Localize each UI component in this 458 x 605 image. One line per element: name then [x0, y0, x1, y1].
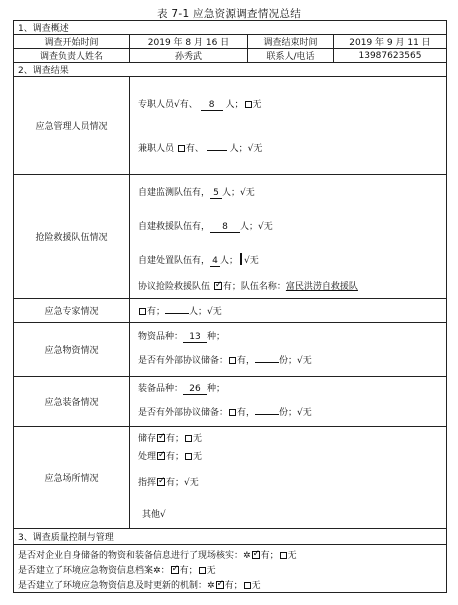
equipment-body [130, 377, 446, 426]
quality-q3-line [18, 578, 261, 591]
command-site-has: 有；√无 [166, 478, 199, 488]
checkbox-empty [139, 308, 146, 315]
quality-q3-has: 有； [224, 581, 243, 591]
treatment-site-text: 处理 [138, 452, 157, 462]
supplies-kinds-count: 13 [183, 332, 207, 343]
checkbox-checked [157, 452, 165, 460]
start-time-value: 2019 年 8 月 16 日 [130, 35, 248, 48]
other-site-text: 其他√ [142, 510, 166, 520]
experts-unit: 人；√无 [189, 307, 222, 317]
disposal-team-unit: 人； [220, 256, 239, 266]
experts-line [138, 304, 222, 317]
storage-site-none: 无 [193, 434, 203, 444]
storage-site-has: 有； [166, 434, 185, 444]
fulltime-none-text: 无 [252, 100, 262, 110]
equipment-kinds-line [138, 381, 225, 395]
experts-row [14, 299, 446, 323]
section3-heading-text: 3、调查质量控制与管理 [18, 533, 114, 543]
rescue-self-team-text: 自建救援队伍有， [138, 222, 211, 232]
supplies-kinds-line [138, 329, 225, 343]
agreement-team-has-text: 有；队伍名称： [222, 282, 286, 292]
section1-heading-text: 1、调查概述 [18, 24, 69, 34]
supplies-kinds-unit: 种； [207, 332, 226, 342]
parttime-staff-text: 兼职人员 [138, 144, 175, 154]
rescue-self-team-line [138, 219, 273, 233]
section3-body [14, 545, 446, 592]
checkbox-empty [280, 552, 287, 559]
gear-icon: ✲ [243, 551, 251, 561]
quality-q2-has: 有； [179, 566, 198, 576]
equipment-kinds-unit: 种； [207, 384, 226, 394]
experts-body [130, 299, 446, 322]
end-time-label: 调查结束时间 [248, 35, 334, 48]
survey-leader-row [14, 49, 446, 63]
agreement-team-name: 富民洪涝自救援队 [285, 282, 358, 292]
quality-q1-line [18, 548, 297, 561]
text-cursor-mark [240, 253, 242, 265]
monitor-team-text: 自建监测队伍有， [138, 188, 211, 198]
sites-label: 应急场所情况 [14, 427, 130, 528]
quality-q2-line: 是否建立了环境应急物资信息档案✲：✓ 有； 无 [18, 563, 216, 576]
checkbox-empty [178, 145, 185, 152]
contact-value: 13987623565 [358, 50, 422, 61]
disposal-team-text: 自建处置队伍有， [138, 256, 211, 266]
survey-time-row [14, 35, 446, 49]
checkbox-empty [229, 409, 236, 416]
quality-q3-text: 是否建立了环境应急物资信息及时更新的机制： [18, 581, 208, 591]
survey-summary-table [13, 20, 447, 593]
storage-site-line [138, 431, 202, 444]
disposal-none-text: √无 [244, 256, 259, 266]
experts-has-text: 有； [147, 307, 166, 317]
supplies-row [14, 323, 446, 377]
agreement-team-line [138, 279, 358, 292]
supplies-body [130, 323, 446, 376]
checkbox-empty [199, 567, 206, 574]
fulltime-staff-text: 专职人员√有、 [138, 100, 198, 110]
treatment-site-none: 无 [193, 452, 203, 462]
equipment-label: 应急装备情况 [14, 377, 130, 426]
equipment-agreement-count [255, 414, 279, 415]
command-site-text: 指挥 [138, 478, 157, 488]
equipment-agreement-line [138, 405, 312, 418]
checkbox-empty [185, 453, 192, 460]
rescue-team-row [14, 175, 446, 299]
rescue-team-label: 抢险救援队伍情况 [14, 175, 130, 298]
checkbox-empty [244, 582, 251, 589]
agreement-team-text: 协议抢险救援队伍 [138, 282, 211, 292]
checkbox-checked [252, 551, 260, 559]
page-title: 表 7-1 应急资源调查情况总结 [156, 8, 302, 20]
monitor-team-count: 5 [210, 188, 222, 199]
contact-label: 联系人/电话 [248, 49, 334, 62]
quality-q2-none: 无 [206, 566, 216, 576]
leader-name-value: 孙秀武 [130, 49, 248, 62]
treatment-site-has: 有； [166, 452, 185, 462]
experts-count [165, 313, 189, 314]
start-time-label: 调查开始时间 [14, 35, 130, 48]
equipment-agreement-text: 是否有外部协议储备： [138, 408, 229, 418]
section2-heading [14, 63, 446, 77]
fulltime-staff-line [138, 97, 262, 111]
section3-heading [14, 529, 446, 545]
checkbox-empty [229, 357, 236, 364]
rescue-team-body [130, 175, 446, 298]
quality-q3-none: 无 [251, 581, 261, 591]
equipment-row [14, 377, 446, 427]
quality-q1-text: 是否对企业自身储备的物资和装备信息进行了现场核实： [18, 551, 244, 561]
end-time-value: 2019 年 9 月 11 日 [349, 38, 431, 48]
quality-q1-none: 无 [287, 551, 297, 561]
supplies-agreement-line [138, 353, 312, 366]
parttime-has-text: 有、 [185, 144, 204, 154]
monitor-team-line [138, 185, 255, 199]
equipment-agreement-has: 有， [237, 408, 256, 418]
supplies-agreement-has: 有， [237, 356, 256, 366]
section2-heading-text: 2、调查结果 [18, 66, 69, 76]
parttime-staff-line [138, 141, 262, 154]
rescue-self-team-count: 8 [210, 222, 240, 233]
parttime-staff-count [207, 150, 227, 151]
gear-icon: ✲ [153, 566, 161, 576]
fulltime-staff-unit: 人； [225, 100, 244, 110]
mgmt-personnel-row [14, 77, 446, 175]
checkbox-checked [214, 282, 222, 290]
checkbox-checked [171, 566, 179, 574]
monitor-team-unit: 人；√无 [222, 188, 255, 198]
supplies-kinds-text: 物资品种： [138, 332, 184, 342]
quality-q2-text: 是否建立了环境应急物资信息档案 [18, 566, 154, 576]
disposal-team-count: 4 [210, 256, 220, 267]
leader-name-label: 调查负责人姓名 [14, 49, 130, 62]
sites-body [130, 427, 446, 528]
rescue-self-team-unit: 人；√无 [240, 222, 273, 232]
checkbox-checked [157, 434, 165, 442]
quality-q1-has: 有； [260, 551, 279, 561]
gear-icon: ✲ [207, 581, 215, 591]
experts-label: 应急专家情况 [14, 299, 130, 322]
checkbox-empty [185, 435, 192, 442]
equipment-agreement-unit: 份；√无 [279, 408, 312, 418]
mgmt-personnel-label: 应急管理人员情况 [14, 77, 130, 174]
equipment-kinds-count: 26 [183, 384, 207, 395]
supplies-agreement-unit: 份；√无 [279, 356, 312, 366]
disposal-team-line [138, 253, 259, 267]
treatment-site-line [138, 449, 202, 462]
mgmt-personnel-body [130, 77, 446, 174]
checkbox-checked [216, 581, 224, 589]
sites-row [14, 427, 446, 529]
fulltime-staff-count: 8 [201, 100, 223, 111]
command-site-line [138, 475, 199, 488]
supplies-agreement-text: 是否有外部协议储备： [138, 356, 229, 366]
checkbox-checked [157, 478, 165, 486]
supplies-agreement-count [255, 362, 279, 363]
checkbox-empty [245, 101, 252, 108]
supplies-label: 应急物资情况 [14, 323, 130, 376]
other-site-line [142, 507, 166, 520]
section1-heading [14, 21, 446, 35]
equipment-kinds-text: 装备品种： [138, 384, 184, 394]
parttime-staff-unit: 人；√无 [229, 144, 263, 154]
storage-site-text: 储存 [138, 434, 157, 444]
